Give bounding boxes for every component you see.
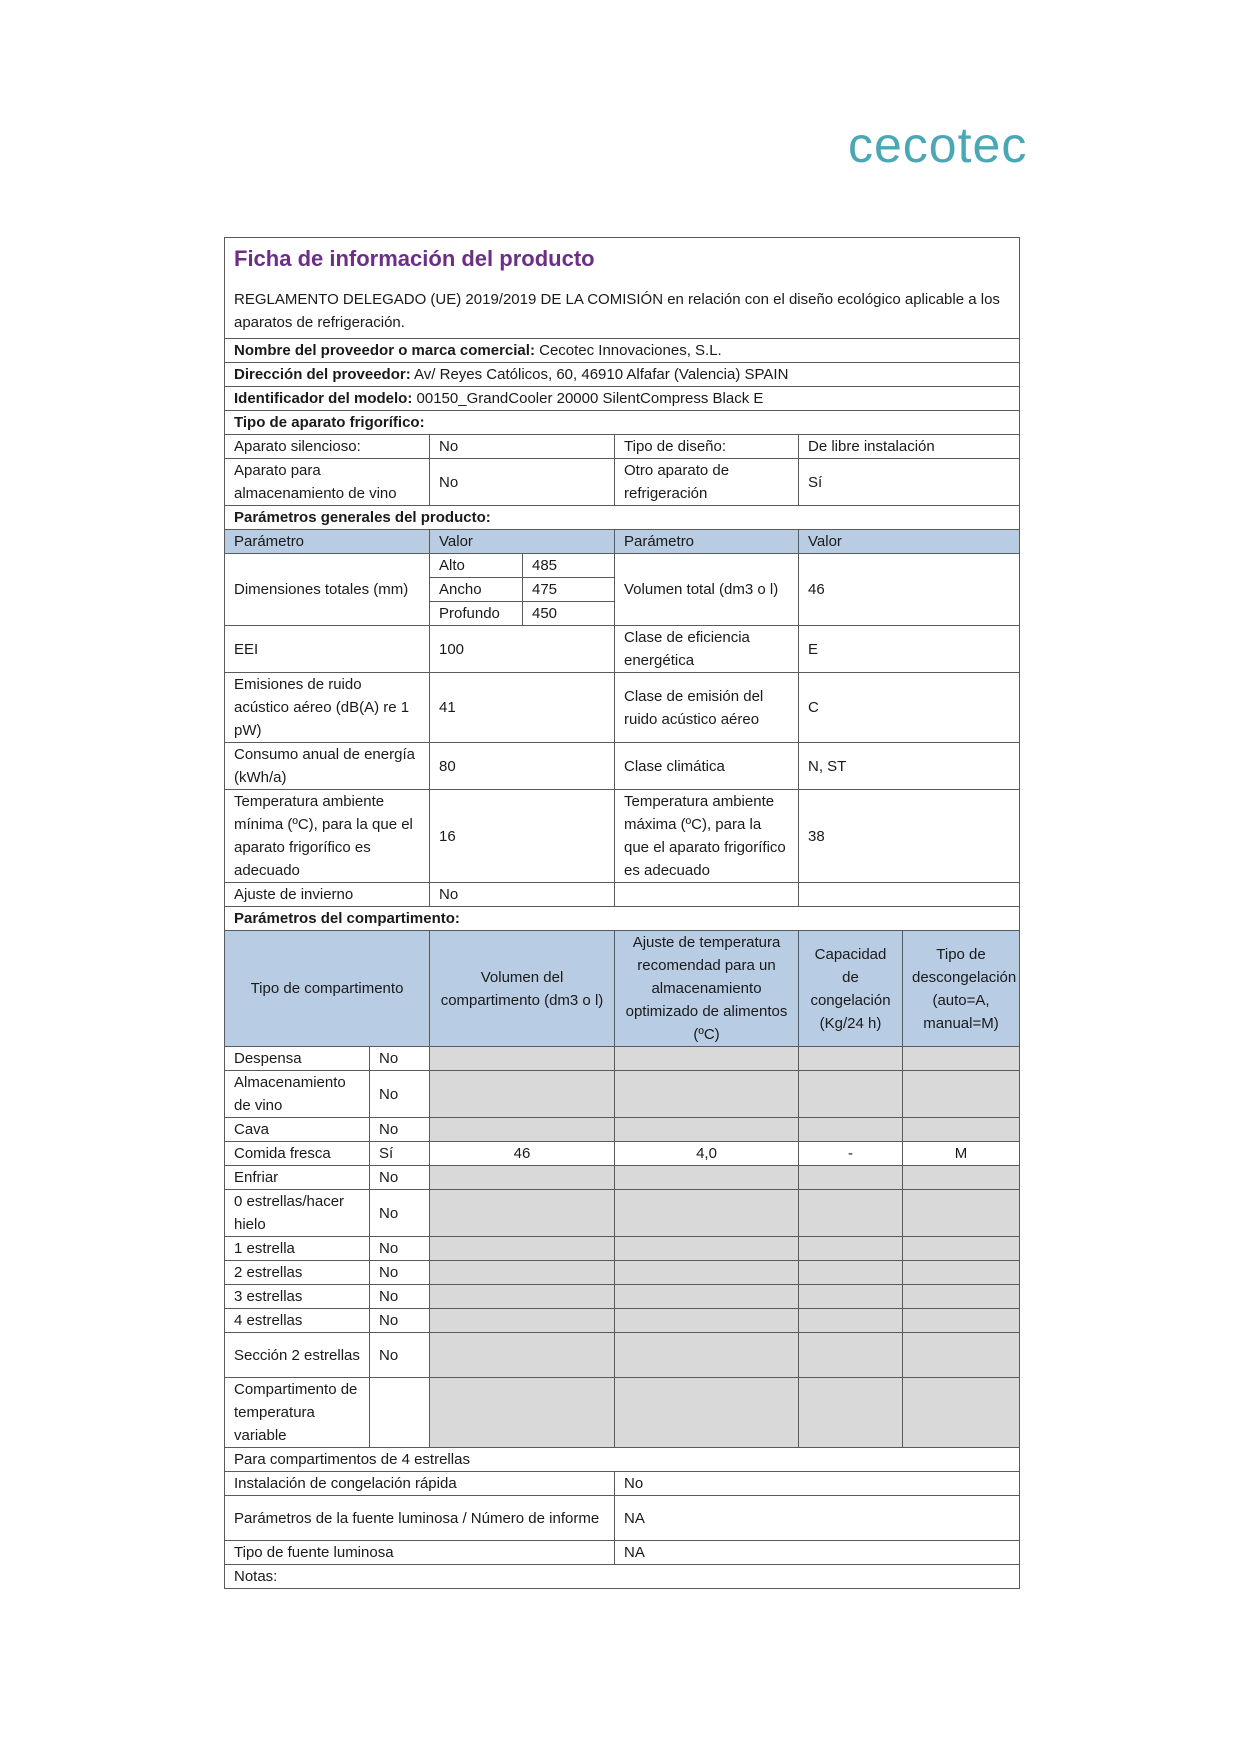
comp-defrost [903, 1166, 1020, 1190]
dim-name: Alto [430, 554, 523, 578]
tmin-value: 16 [430, 790, 615, 883]
climate-value: N, ST [799, 743, 1020, 790]
noise-label: Emisiones de ruido acústico aéreo (dB(A) re 1 pW) [225, 673, 430, 743]
comp-name: Almacenamiento de vino [225, 1071, 370, 1118]
empty-cell [615, 883, 799, 907]
comp-volume [430, 1190, 615, 1237]
comp-temp [615, 1333, 799, 1378]
comp-present: No [370, 1166, 430, 1190]
dim-name: Ancho [430, 578, 523, 602]
comp-freeze [799, 1285, 903, 1309]
eei-value: 100 [430, 626, 615, 673]
quiet-label: Aparato silencioso: [225, 435, 430, 459]
comp-temp [615, 1285, 799, 1309]
climate-label: Clase climática [615, 743, 799, 790]
comp-temp [615, 1309, 799, 1333]
comp-temp [615, 1071, 799, 1118]
tmax-value: 38 [799, 790, 1020, 883]
supplier-name-value: Cecotec Innovaciones, S.L. [534, 342, 722, 359]
fast-freeze-label: Instalación de congelación rápida [225, 1472, 615, 1496]
volume-value: 46 [799, 554, 1020, 626]
comp-volume [430, 1333, 615, 1378]
comp-present: Sí [370, 1142, 430, 1166]
comp-defrost [903, 1333, 1020, 1378]
comp-name: 3 estrellas [225, 1285, 370, 1309]
comp-volume [430, 1047, 615, 1071]
comp-temp [615, 1118, 799, 1142]
comp-freeze [799, 1333, 903, 1378]
product-table [224, 237, 1020, 1589]
comp-defrost [903, 1378, 1020, 1448]
comp-freeze [799, 1166, 903, 1190]
comp-present: No [370, 1285, 430, 1309]
tmax-label: Temperatura ambiente máxima (ºC), para la que el aparato frigorífico es adecuado [615, 790, 799, 883]
comp-volume: 46 [430, 1142, 615, 1166]
light-params-label: Parámetros de la fuente luminosa / Número de informe [225, 1496, 615, 1541]
comp-defrost [903, 1071, 1020, 1118]
comp-name: Compartimento de temperatura variable [225, 1378, 370, 1448]
wine-value: No [430, 459, 615, 506]
cecotec-logo [848, 116, 1076, 176]
comp-temp [615, 1378, 799, 1448]
dim-value: 475 [523, 578, 615, 602]
col-value-2: Valor [799, 530, 1020, 554]
model-row [225, 387, 1020, 411]
volume-label: Volumen total (dm3 o l) [615, 554, 799, 626]
comp-name: Enfriar [225, 1166, 370, 1190]
winter-label: Ajuste de invierno [225, 883, 430, 907]
four-star-label: Para compartimentos de 4 estrellas [225, 1448, 1020, 1472]
appliance-type-heading: Tipo de aparato frigorífico: [225, 411, 1020, 435]
supplier-address-value: Av/ Reyes Católicos, 60, 46910 Alfafar (Valencia) SPAIN [410, 366, 789, 383]
col-param-2: Parámetro [615, 530, 799, 554]
comp-temp [615, 1166, 799, 1190]
comp-name: 1 estrella [225, 1237, 370, 1261]
comp-temp [615, 1047, 799, 1071]
supplier-name-row [225, 339, 1020, 363]
comp-name: 4 estrellas [225, 1309, 370, 1333]
regulation-text: REGLAMENTO DELEGADO (UE) 2019/2019 DE LA COMISIÓN en relación con el diseño ecológico aplicable a los aparatos de refrigeración. [234, 291, 1000, 331]
comp-freeze [799, 1190, 903, 1237]
light-params-value: NA [615, 1496, 1020, 1541]
dim-value: 450 [523, 602, 615, 626]
eei-label: EEI [225, 626, 430, 673]
general-heading: Parámetros generales del producto: [225, 506, 1020, 530]
comp-present: No [370, 1237, 430, 1261]
comp-temp: 4,0 [615, 1142, 799, 1166]
col-comp-type: Tipo de compartimento [225, 931, 430, 1047]
dim-value: 485 [523, 554, 615, 578]
comp-defrost [903, 1118, 1020, 1142]
dims-label: Dimensiones totales (mm) [225, 554, 430, 626]
compartments-heading: Parámetros del compartimento: [225, 907, 1020, 931]
eff-class-value: E [799, 626, 1020, 673]
energy-value: 80 [430, 743, 615, 790]
light-type-label: Tipo de fuente luminosa [225, 1541, 615, 1565]
comp-freeze [799, 1261, 903, 1285]
empty-cell [799, 883, 1020, 907]
wine-label: Aparato para almacenamiento de vino [225, 459, 430, 506]
comp-temp [615, 1261, 799, 1285]
tmin-label: Temperatura ambiente mínima (ºC), para la que el aparato frigorífico es adecuado [225, 790, 430, 883]
comp-present: No [370, 1071, 430, 1118]
col-comp-defrost: Tipo de descongelación (auto=A, manual=M) [903, 931, 1020, 1047]
product-info-sheet [224, 237, 1019, 1589]
comp-present: No [370, 1118, 430, 1142]
col-comp-freeze: Capacidad de congelación (Kg/24 h) [799, 931, 903, 1047]
comp-present: No [370, 1047, 430, 1071]
comp-name: Comida fresca [225, 1142, 370, 1166]
title-cell [225, 238, 1020, 339]
page-title: Ficha de información del producto [234, 246, 595, 271]
comp-volume [430, 1237, 615, 1261]
comp-name: Despensa [225, 1047, 370, 1071]
light-type-value: NA [615, 1541, 1020, 1565]
other-label: Otro aparato de refrigeración [615, 459, 799, 506]
comp-freeze [799, 1071, 903, 1118]
comp-volume [430, 1309, 615, 1333]
design-label: Tipo de diseño: [615, 435, 799, 459]
comp-name: Sección 2 estrellas [225, 1333, 370, 1378]
comp-volume [430, 1261, 615, 1285]
other-value: Sí [799, 459, 1020, 506]
comp-present: No [370, 1190, 430, 1237]
comp-volume [430, 1166, 615, 1190]
supplier-address-label: Dirección del proveedor: [234, 366, 411, 383]
col-param: Parámetro [225, 530, 430, 554]
energy-label: Consumo anual de energía (kWh/a) [225, 743, 430, 790]
model-value: 00150_GrandCooler 20000 SilentCompress Black E [412, 390, 764, 407]
model-label: Identificador del modelo: [234, 390, 413, 407]
comp-name: Cava [225, 1118, 370, 1142]
comp-freeze: - [799, 1142, 903, 1166]
col-comp-temp: Ajuste de temperatura recomendad para un almacenamiento optimizado de alimentos (ºC) [615, 931, 799, 1047]
logo-text: cecotec [848, 117, 1028, 173]
comp-present: No [370, 1309, 430, 1333]
comp-volume [430, 1285, 615, 1309]
col-value: Valor [430, 530, 615, 554]
notes-label: Notas: [225, 1565, 1020, 1589]
comp-present: No [370, 1261, 430, 1285]
comp-defrost [903, 1047, 1020, 1071]
design-value: De libre instalación [799, 435, 1020, 459]
comp-defrost [903, 1261, 1020, 1285]
comp-name: 2 estrellas [225, 1261, 370, 1285]
comp-volume [430, 1118, 615, 1142]
comp-freeze [799, 1309, 903, 1333]
comp-defrost [903, 1309, 1020, 1333]
comp-volume [430, 1071, 615, 1118]
comp-temp [615, 1190, 799, 1237]
comp-defrost [903, 1237, 1020, 1261]
col-comp-volume: Volumen del compartimento (dm3 o l) [430, 931, 615, 1047]
comp-freeze [799, 1378, 903, 1448]
noise-class-label: Clase de emisión del ruido acústico aéreo [615, 673, 799, 743]
winter-value: No [430, 883, 615, 907]
noise-value: 41 [430, 673, 615, 743]
comp-volume [430, 1378, 615, 1448]
comp-present [370, 1378, 430, 1448]
comp-name: 0 estrellas/hacer hielo [225, 1190, 370, 1237]
comp-freeze [799, 1047, 903, 1071]
noise-class-value: C [799, 673, 1020, 743]
supplier-name-label: Nombre del proveedor o marca comercial: [234, 342, 535, 359]
comp-freeze [799, 1237, 903, 1261]
comp-present: No [370, 1333, 430, 1378]
comp-freeze [799, 1118, 903, 1142]
fast-freeze-value: No [615, 1472, 1020, 1496]
comp-defrost [903, 1285, 1020, 1309]
comp-temp [615, 1237, 799, 1261]
supplier-address-row [225, 363, 1020, 387]
comp-defrost: M [903, 1142, 1020, 1166]
eff-class-label: Clase de eficiencia energética [615, 626, 799, 673]
dim-name: Profundo [430, 602, 523, 626]
comp-defrost [903, 1190, 1020, 1237]
quiet-value: No [430, 435, 615, 459]
